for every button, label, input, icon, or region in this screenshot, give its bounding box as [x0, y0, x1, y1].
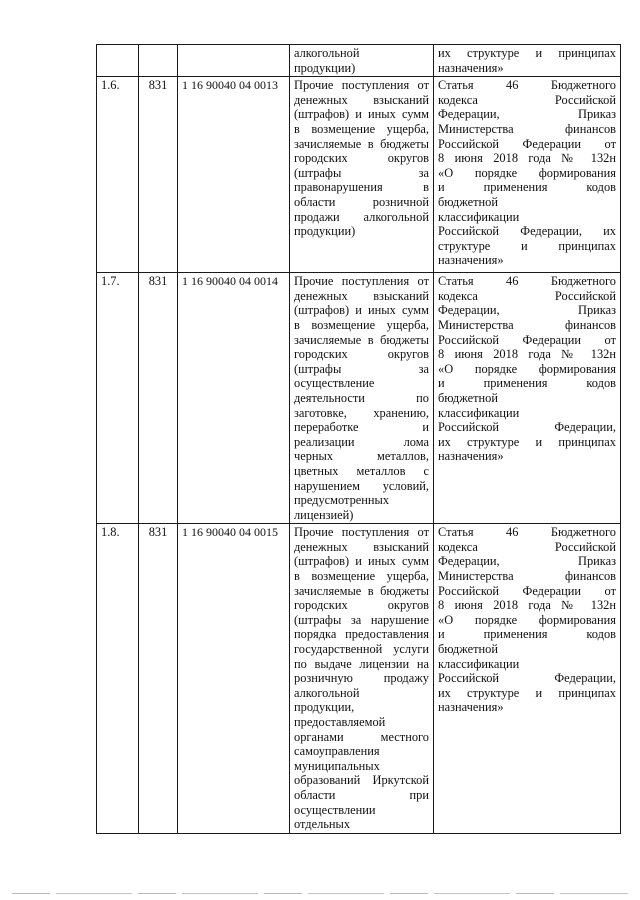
text-line: кодекса Российской — [438, 92, 616, 107]
text-line: бюджетной — [438, 390, 499, 405]
administrator-code-cell: 831 — [139, 273, 178, 524]
text-line: алкогольной — [294, 46, 360, 60]
text-line: денежных взысканий — [294, 539, 429, 554]
text-line: структуре и принципах — [438, 238, 616, 253]
text-line: предусмотренных — [294, 493, 390, 508]
text-line: переработке и — [294, 420, 429, 435]
text-line: области розничной — [294, 194, 429, 209]
text-line: самоуправления — [294, 744, 380, 759]
text-line: зачисляемые в бюджеты — [294, 332, 429, 347]
text-line: кодекса Российской — [438, 539, 616, 554]
income-name-cell — [290, 524, 434, 833]
row-number-cell — [97, 45, 139, 77]
administrator-code-cell — [139, 45, 178, 77]
text-line: Прочие поступления от — [294, 525, 429, 540]
budget-code-cell: 1 16 90040 04 0014 — [178, 273, 290, 524]
text-line: правонарушения в — [294, 180, 429, 195]
text-line: Федерации, Приказ — [438, 303, 616, 318]
text-line: Российской Федерации от — [438, 583, 616, 598]
text-line: 8 июня 2018 года № 132н — [438, 598, 616, 613]
text-line: Статья 46 Бюджетного — [438, 78, 616, 93]
text-line: и применения кодов — [438, 627, 616, 642]
text-line: «О порядке формирования — [438, 165, 616, 180]
administrator-code-cell: 831 — [139, 524, 178, 833]
row-number-cell: 1.7. — [97, 273, 139, 524]
text-line: «О порядке формирования — [438, 361, 616, 376]
text-line: их структуре и принципах — [438, 685, 616, 700]
text-line: Прочие поступления от — [294, 274, 429, 289]
text-line: Министерства финансов — [438, 569, 616, 584]
text-line: денежных взысканий — [294, 92, 429, 107]
income-name-cell — [290, 273, 434, 524]
text-line: Министерства финансов — [438, 121, 616, 136]
text-line: Статья 46 Бюджетного — [438, 525, 616, 540]
text-line: алкогольной — [294, 685, 360, 700]
text-line: Прочие поступления от — [294, 78, 429, 93]
text-line: розничную продажу — [294, 671, 429, 686]
text-line: цветных металлов с — [294, 463, 429, 478]
text-line: и применения кодов — [438, 180, 616, 195]
legal-basis-cell — [434, 45, 621, 77]
text-line: 8 июня 2018 года № 132н — [438, 151, 616, 166]
text-line: предоставляемой — [294, 715, 386, 729]
text-line: муниципальных — [294, 758, 380, 773]
income-codes-table — [96, 44, 621, 834]
text-line: Федерации, Приказ — [438, 107, 616, 122]
text-line: их структуре и принципах — [438, 434, 616, 449]
administrator-code-cell: 831 — [139, 77, 178, 273]
legal-basis-cell — [434, 524, 621, 833]
text-line: продукции, — [294, 700, 355, 715]
text-line: в возмещение ущерба, — [294, 569, 429, 584]
text-line: заготовке, хранению, — [294, 405, 429, 420]
text-line: продажи алкогольной — [294, 209, 429, 224]
text-line: (штрафы за нарушение — [294, 612, 429, 627]
text-line: городских округов — [294, 598, 429, 613]
text-line: (штрафов) и иных сумм — [294, 107, 429, 122]
text-line: осуществлении — [294, 802, 376, 817]
text-line: назначения» — [438, 253, 504, 268]
text-line: Министерства финансов — [438, 317, 616, 332]
scan-edge-artifact — [12, 893, 628, 894]
text-line: назначения» — [438, 60, 504, 75]
text-line: образований Иркутской — [294, 773, 429, 788]
text-line: городских округов — [294, 151, 429, 166]
table-row — [97, 77, 621, 273]
text-line: Российской Федерации от — [438, 136, 616, 151]
text-line: классификации — [438, 656, 520, 671]
income-name-cell — [290, 45, 434, 77]
text-line: их структуре и принципах — [438, 46, 616, 60]
text-line: по выдаче лицензии на — [294, 656, 429, 671]
text-line: Российской Федерации от — [438, 332, 616, 347]
text-line: (штрафов) и иных сумм — [294, 303, 429, 318]
text-line: денежных взысканий — [294, 288, 429, 303]
table-row — [97, 273, 621, 524]
text-line: в возмещение ущерба, — [294, 121, 429, 136]
text-line: реализации лома — [294, 434, 429, 449]
text-line: продукции) — [294, 60, 356, 75]
text-line: (штрафы за — [294, 361, 429, 376]
text-line: осуществление — [294, 376, 375, 391]
text-line: бюджетной — [438, 194, 499, 209]
budget-code-cell: 1 16 90040 04 0013 — [178, 77, 290, 273]
legal-basis-cell — [434, 77, 621, 273]
text-line: Российской Федерации, — [438, 420, 616, 435]
text-line: классификации — [438, 209, 520, 224]
text-line: Российской Федерации, — [438, 671, 616, 686]
table-row — [97, 45, 621, 77]
text-line: классификации — [438, 405, 520, 420]
text-line: лицензией) — [294, 507, 354, 522]
table-row — [97, 524, 621, 833]
text-line: (штрафов) и иных сумм — [294, 554, 429, 569]
text-line: области при — [294, 787, 429, 802]
text-line: деятельности по — [294, 390, 429, 405]
text-line: зачисляемые в бюджеты — [294, 136, 429, 151]
text-line: порядка предоставления — [294, 627, 429, 642]
income-name-cell — [290, 77, 434, 273]
text-line: зачисляемые в бюджеты — [294, 583, 429, 598]
text-line: Статья 46 Бюджетного — [438, 274, 616, 289]
row-number-cell: 1.8. — [97, 524, 139, 833]
legal-basis-cell — [434, 273, 621, 524]
budget-code-cell: 1 16 90040 04 0015 — [178, 524, 290, 833]
text-line: бюджетной — [438, 642, 499, 657]
text-line: «О порядке формирования — [438, 612, 616, 627]
text-line: в возмещение ущерба, — [294, 317, 429, 332]
text-line: городских округов — [294, 347, 429, 362]
text-line: (штрафы за — [294, 165, 429, 180]
text-line: и применения кодов — [438, 376, 616, 391]
text-line: отдельных — [294, 817, 351, 832]
text-line: Федерации, Приказ — [438, 554, 616, 569]
text-line: назначения» — [438, 449, 504, 464]
text-line: государственной услуги — [294, 642, 429, 657]
text-line: продукции) — [294, 224, 356, 239]
row-number-cell: 1.6. — [97, 77, 139, 273]
text-line: назначения» — [438, 700, 504, 715]
budget-code-cell — [178, 45, 290, 77]
text-line: Российской Федерации, их — [438, 224, 616, 239]
text-line: кодекса Российской — [438, 288, 616, 303]
text-line: органами местного — [294, 729, 429, 744]
text-line: нарушением условий, — [294, 478, 429, 493]
text-line: черных металлов, — [294, 449, 429, 464]
text-line: 8 июня 2018 года № 132н — [438, 347, 616, 362]
